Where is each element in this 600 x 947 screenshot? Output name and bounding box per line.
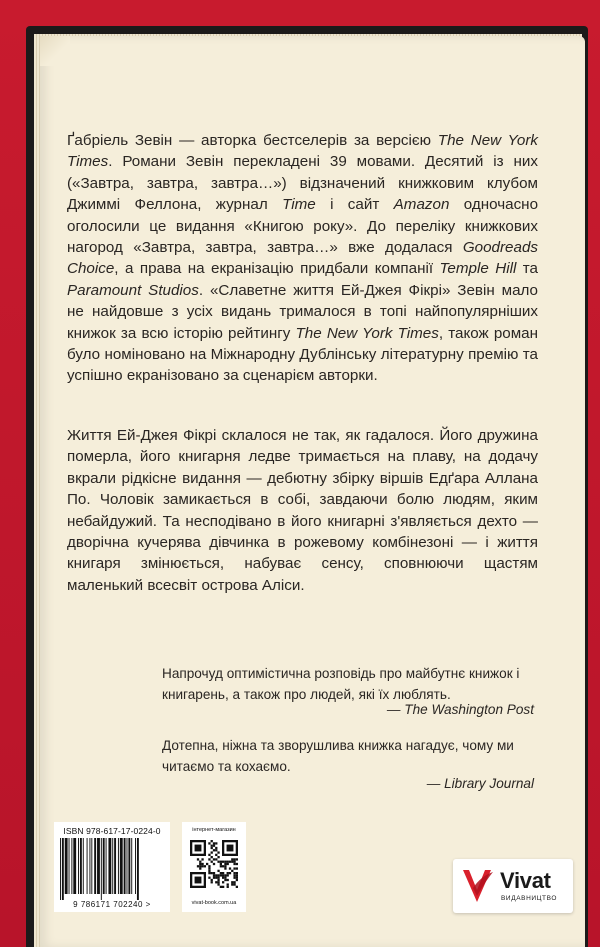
bio-text: , а права на екранізацію придбали компанії (114, 260, 440, 278)
vivat-logo-mark-icon (459, 866, 495, 906)
bio-text: і сайт (315, 196, 394, 214)
bio-text: . Романи Зевін перекладені 39 мовами. Десятий із них («Завтра, завтра, завтра…») відзначений книжковим клубом Джиммі Феллона, журнал (67, 153, 538, 214)
review-quote: Напрочуд оптимістична розповідь про майбутнє книжок і книгарень, а також про людей, які їх люблять. (162, 666, 520, 702)
review-quote: Дотепна, ніжна та зворушлива книжка нагадує, чому ми читаємо та кохаємо. (162, 738, 514, 774)
barcode-digits: 9 786171 702240 > (73, 900, 151, 909)
bio-italic-nyt: The New York Times (295, 324, 439, 342)
bio-text: , також роман було номіновано на Міжнародну Дублінську літературну премію та успішно екранізовано за сценарієм авторки. (67, 324, 539, 385)
qr-code-block (182, 822, 246, 912)
bio-text: одночасно оголосили це видання «Книгою року». До переліку книжкових нагород «Завтра, завтра, завтра…» вже додалася (67, 196, 539, 257)
review-source: — Library Journal (426, 776, 534, 791)
bio-italic-temple-hill: Temple Hill (439, 260, 517, 278)
plot-summary-paragraph: Життя Ей-Джея Фікрі склалося не так, як гадалося. Його дружина померла, його книгарня ледве тримається на плаву, на додачу вкрали рідкісне видання — дебютну збірку віршів Едґара Аллана По. Чоловік замикається в собі, завдаючи болю людям, яким небайдужий. Та несподівано в його книгарні з'являється дехто — дворічна кучерява дівчинка в рожевому комбінезоні — і життя книгаря змінюється, набуває сенсу, сповнюючи щастям маленький всесвіт острова Аліси. (67, 427, 538, 594)
bio-text: та (516, 260, 539, 278)
bio-italic-time: Time (282, 196, 316, 214)
qr-label: інтернет-магазин (192, 827, 236, 833)
author-bio-paragraph (67, 130, 538, 387)
bio-text: . «Славетне життя Ей-Джея Фікрі» Зевін мало не найдовше з усіх видань трималося в топі найпопулярніших книжок за всю історію рейтингу (67, 281, 538, 342)
qr-url: vivat-book.com.ua (191, 900, 237, 906)
barcode-bars (60, 838, 164, 900)
page-corner-curl (40, 36, 70, 66)
publisher-logo (453, 859, 573, 913)
bio-italic-paramount: Paramount Studios (67, 281, 199, 299)
review-source: — The Washington Post (386, 702, 534, 717)
isbn-number: ISBN 978-617-17-0224-0 (63, 826, 161, 836)
bio-italic-amazon: Amazon (393, 196, 450, 214)
bio-text: Ґабріель Зевін — авторка бестселерів за версією (67, 132, 438, 149)
publisher-subtitle: ВИДАВНИЦТВО (501, 895, 558, 902)
qr-code-icon[interactable] (190, 840, 238, 888)
publisher-name: Vivat (500, 868, 551, 893)
bio-italic-goodreads: Goodreads Choice (67, 239, 538, 278)
isbn-barcode (54, 822, 170, 912)
bio-italic-nyt: The New York Times (67, 132, 538, 171)
